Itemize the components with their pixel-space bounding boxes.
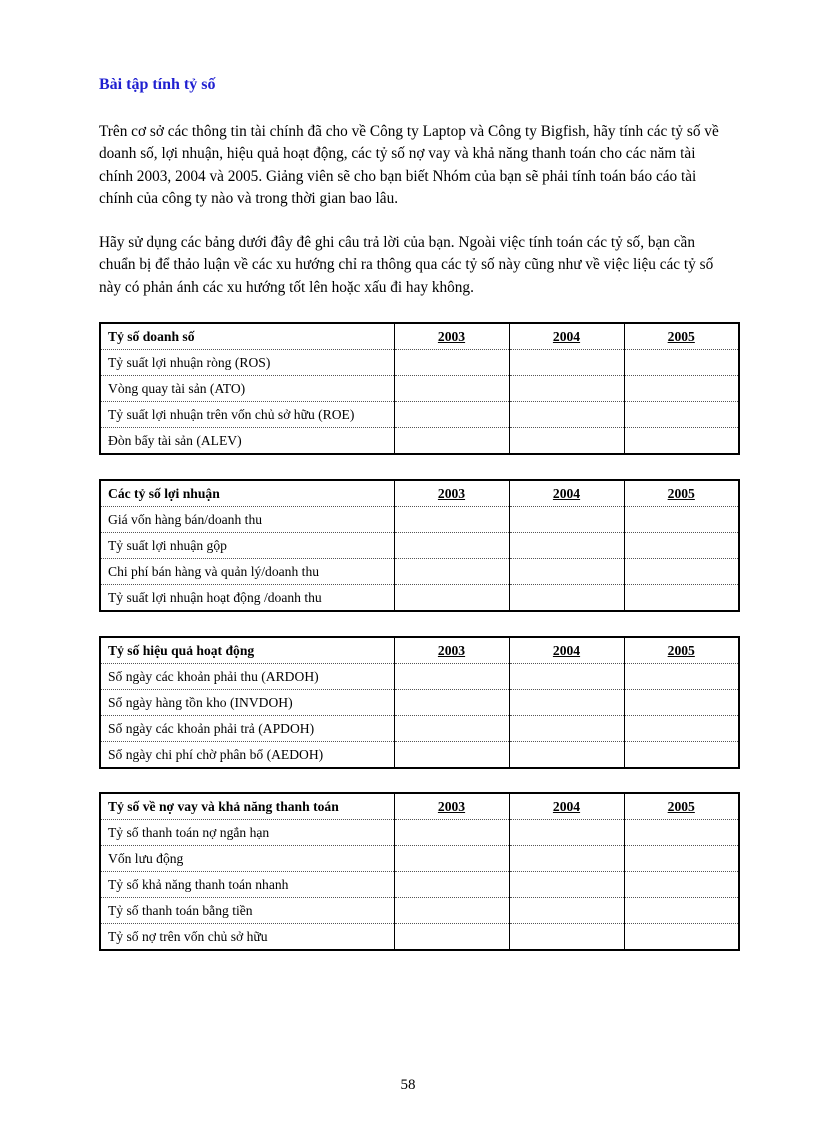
answer-cell-2005[interactable] bbox=[624, 507, 739, 533]
answer-cell-2004[interactable] bbox=[509, 690, 624, 716]
efficiency-ratios-table bbox=[99, 636, 740, 769]
answer-cell-2004[interactable] bbox=[509, 402, 624, 428]
instructions-paragraph: Trên cơ sở các thông tin tài chính đã cho về Công ty Laptop và Công ty Bigfish, hãy tính các tỷ số về doanh số, lợi nhuận, hiệu quả hoạt động, các tỷ số nợ vay và khả năng thanh toán cho các năm tài chính 2003, 2004 và 2005. Giảng viên sẽ cho bạn biết Nhóm của bạn sẽ phải tính toán báo cáo tài chính của công ty nào và trong thời gian bao lâu. bbox=[99, 123, 719, 207]
year-header-2003: 2003 bbox=[394, 323, 509, 350]
answer-cell-2004[interactable] bbox=[509, 350, 624, 376]
answer-cell-2004[interactable] bbox=[509, 559, 624, 585]
table-row bbox=[100, 585, 739, 612]
answer-cell-2003[interactable] bbox=[394, 924, 509, 951]
ratio-label: Tỷ số khả năng thanh toán nhanh bbox=[100, 872, 394, 898]
profit-ratios-table bbox=[99, 479, 740, 612]
answer-cell-2005[interactable] bbox=[624, 559, 739, 585]
ratio-label: Tỷ suất lợi nhuận ròng (ROS) bbox=[100, 350, 394, 376]
table-row bbox=[100, 898, 739, 924]
ratio-label: Giá vốn hàng bán/doanh thu bbox=[100, 507, 394, 533]
table-row bbox=[100, 428, 739, 455]
year-header-2005: 2005 bbox=[624, 637, 739, 664]
table-row bbox=[100, 376, 739, 402]
answer-cell-2005[interactable] bbox=[624, 924, 739, 951]
answer-cell-2004[interactable] bbox=[509, 533, 624, 559]
table-row bbox=[100, 350, 739, 376]
page-number: 58 bbox=[400, 1077, 416, 1093]
answer-cell-2005[interactable] bbox=[624, 898, 739, 924]
year-header-2004: 2004 bbox=[509, 637, 624, 664]
answer-cell-2005[interactable] bbox=[624, 872, 739, 898]
ratio-label: Vòng quay tài sản (ATO) bbox=[100, 376, 394, 402]
answer-cell-2003[interactable] bbox=[394, 376, 509, 402]
answer-cell-2003[interactable] bbox=[394, 585, 509, 612]
table-heading: Tỷ số hiệu quả hoạt động bbox=[100, 637, 394, 664]
answer-cell-2005[interactable] bbox=[624, 533, 739, 559]
answer-cell-2003[interactable] bbox=[394, 428, 509, 455]
ratio-label: Số ngày các khoản phải thu (ARDOH) bbox=[100, 664, 394, 690]
table-row bbox=[100, 559, 739, 585]
answer-cell-2005[interactable] bbox=[624, 716, 739, 742]
answer-cell-2003[interactable] bbox=[394, 559, 509, 585]
answer-cell-2005[interactable] bbox=[624, 428, 739, 455]
answer-cell-2003[interactable] bbox=[394, 402, 509, 428]
year-header-2004: 2004 bbox=[509, 480, 624, 507]
table-header-row bbox=[100, 793, 739, 820]
table-row bbox=[100, 690, 739, 716]
ratio-label: Vốn lưu động bbox=[100, 846, 394, 872]
ratio-label: Đòn bẩy tài sản (ALEV) bbox=[100, 428, 394, 455]
ratio-label: Tỷ số thanh toán nợ ngắn hạn bbox=[100, 820, 394, 846]
answer-cell-2004[interactable] bbox=[509, 898, 624, 924]
answer-cell-2003[interactable] bbox=[394, 350, 509, 376]
page-title: Bài tập tính tỷ số bbox=[99, 76, 216, 93]
ratio-label: Tỷ số thanh toán bằng tiền bbox=[100, 898, 394, 924]
answer-cell-2003[interactable] bbox=[394, 872, 509, 898]
answer-cell-2003[interactable] bbox=[394, 716, 509, 742]
table-heading: Các tỷ số lợi nhuận bbox=[100, 480, 394, 507]
table-row bbox=[100, 872, 739, 898]
answer-cell-2005[interactable] bbox=[624, 820, 739, 846]
answer-cell-2004[interactable] bbox=[509, 585, 624, 612]
table-row bbox=[100, 820, 739, 846]
sales-ratios-table bbox=[99, 322, 740, 455]
answer-cell-2005[interactable] bbox=[624, 585, 739, 612]
ratio-label: Số ngày chi phí chờ phân bổ (AEDOH) bbox=[100, 742, 394, 769]
answer-cell-2004[interactable] bbox=[509, 872, 624, 898]
table-row bbox=[100, 533, 739, 559]
answer-cell-2003[interactable] bbox=[394, 664, 509, 690]
answer-cell-2003[interactable] bbox=[394, 533, 509, 559]
ratio-label: Số ngày các khoản phải trả (APDOH) bbox=[100, 716, 394, 742]
answer-cell-2004[interactable] bbox=[509, 742, 624, 769]
answer-cell-2004[interactable] bbox=[509, 820, 624, 846]
answer-cell-2003[interactable] bbox=[394, 846, 509, 872]
year-header-2004: 2004 bbox=[509, 793, 624, 820]
ratio-label: Tỷ suất lợi nhuận gộp bbox=[100, 533, 394, 559]
year-header-2004: 2004 bbox=[509, 323, 624, 350]
table-row bbox=[100, 402, 739, 428]
answer-cell-2004[interactable] bbox=[509, 428, 624, 455]
ratio-label: Tỷ số nợ trên vốn chủ sở hữu bbox=[100, 924, 394, 951]
answer-cell-2005[interactable] bbox=[624, 350, 739, 376]
table-row bbox=[100, 924, 739, 951]
answer-cell-2004[interactable] bbox=[509, 664, 624, 690]
ratio-label: Số ngày hàng tồn kho (INVDOH) bbox=[100, 690, 394, 716]
answer-cell-2003[interactable] bbox=[394, 690, 509, 716]
answer-cell-2004[interactable] bbox=[509, 846, 624, 872]
table-row bbox=[100, 742, 739, 769]
answer-cell-2004[interactable] bbox=[509, 716, 624, 742]
answer-cell-2005[interactable] bbox=[624, 664, 739, 690]
answer-cell-2005[interactable] bbox=[624, 690, 739, 716]
year-header-2005: 2005 bbox=[624, 480, 739, 507]
answer-cell-2005[interactable] bbox=[624, 742, 739, 769]
table-row bbox=[100, 664, 739, 690]
answer-cell-2005[interactable] bbox=[624, 402, 739, 428]
answer-cell-2004[interactable] bbox=[509, 376, 624, 402]
answer-cell-2005[interactable] bbox=[624, 376, 739, 402]
year-header-2003: 2003 bbox=[394, 480, 509, 507]
year-header-2005: 2005 bbox=[624, 323, 739, 350]
answer-cell-2004[interactable] bbox=[509, 507, 624, 533]
debt-liquidity-ratios-table bbox=[99, 792, 740, 951]
table-header-row bbox=[100, 480, 739, 507]
ratio-label: Chi phí bán hàng và quản lý/doanh thu bbox=[100, 559, 394, 585]
answer-guidance-paragraph: Hãy sử dụng các bảng dưới đây đê ghi câu trả lời của bạn. Ngoài việc tính toán các tỷ số, bạn cần chuẩn bị để thảo luận về các xu hướng chỉ ra thông qua các tỷ số này cũng như về việc liệu các tỷ số này có phản ánh các xu hướng tốt lên hoặc xấu đi hay không. bbox=[99, 234, 714, 296]
ratio-label: Tỷ suất lợi nhuận hoạt động /doanh thu bbox=[100, 585, 394, 612]
year-header-2005: 2005 bbox=[624, 793, 739, 820]
answer-cell-2003[interactable] bbox=[394, 742, 509, 769]
ratio-label: Tỷ suất lợi nhuận trên vốn chủ sở hữu (ROE) bbox=[100, 402, 394, 428]
answer-cell-2003[interactable] bbox=[394, 898, 509, 924]
table-row bbox=[100, 846, 739, 872]
table-row bbox=[100, 716, 739, 742]
table-header-row bbox=[100, 323, 739, 350]
answer-cell-2003[interactable] bbox=[394, 820, 509, 846]
answer-cell-2003[interactable] bbox=[394, 507, 509, 533]
year-header-2003: 2003 bbox=[394, 793, 509, 820]
year-header-2003: 2003 bbox=[394, 637, 509, 664]
table-row bbox=[100, 507, 739, 533]
table-header-row bbox=[100, 637, 739, 664]
table-heading: Tỷ số về nợ vay và khả năng thanh toán bbox=[100, 793, 394, 820]
table-heading: Tỷ số doanh số bbox=[100, 323, 394, 350]
answer-cell-2004[interactable] bbox=[509, 924, 624, 951]
answer-cell-2005[interactable] bbox=[624, 846, 739, 872]
